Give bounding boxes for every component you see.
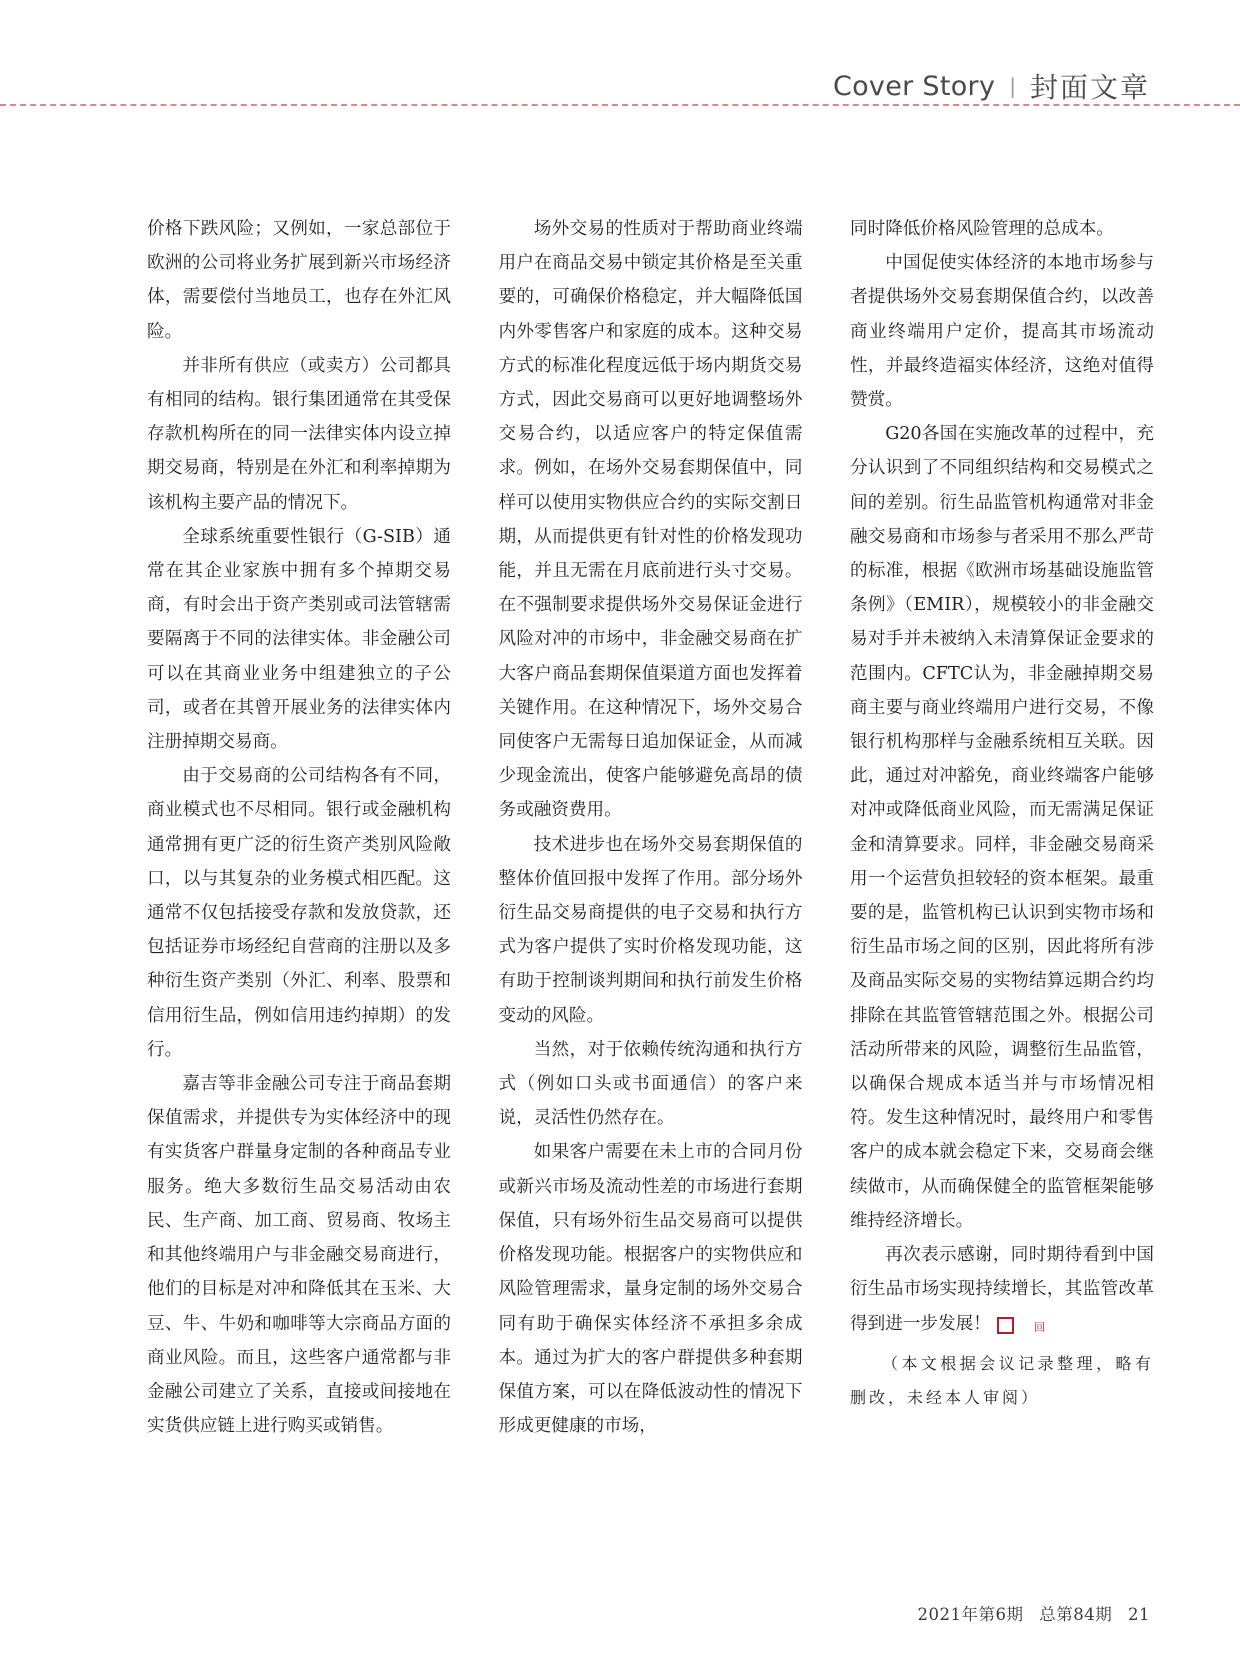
paragraph: 场外交易的性质对于帮助商业终端用户在商品交易中锁定其价格是至关重要的，可确保价格稳定，并大幅降低国内外零售客户和家庭的成本。这种交易方式的标准化程度远低于场内期货交易方式，因此交易商可以更好地调整场外交易合约，以适应客户的特定保值需求。例如，在场外交易套期保值中，同样可以使用实物供应合约的实际交割日期，从而提供更有针对性的价格发现功能，并且无需在月底前进行头寸交易。在不强制要求提供场外交易保证金进行风险对冲的市场中，非金融交易商在扩大客户商品套期保值渠道方面也发挥着关键作用。在这种情况下，场外交易合同使客户无需每日追加保证金，从而减少现金流出，使客户能够避免高昂的债务或融资费用。 — [498, 219, 803, 821]
section-title-en: Cover Story — [832, 70, 996, 102]
paragraph: 技术进步也在场外交易套期保值的整体价值回报中发挥了作用。部分场外衍生品交易商提供的电子交易和执行方式为客户提供了实时价格发现功能，这有助于控制谈判期间和执行前发生价格变动的风险。 — [498, 834, 803, 1026]
paragraph: 中国促使实体经济的本地市场参与者提供场外交易套期保值合约，以改善商业终端用户定价，提高其市场流动性，并最终造福实体经济，这绝对值得赞赏。 — [850, 253, 1154, 411]
issue-number: 2021年第6期 — [917, 1605, 1024, 1624]
paragraph: 价格下跌风险；又例如，一家总部位于欧洲的公司将业务扩展到新兴市场经济体，需要偿付当地员工，也存在外汇风险。 — [147, 219, 451, 342]
column-2 — [499, 212, 803, 1532]
header-separator: | — [1009, 74, 1016, 98]
paragraph: 嘉吉等非金融公司专注于商品套期保值需求，并提供专为实体经济中的现有实货客户群量身定制的各种商品专业服务。绝大多数衍生品交易活动由农民、生产商、加工商、贸易商、牧场主和其他终端用户与非金融交易商进行，他们的目标是对冲和降低其在玉米、大豆、牛、牛奶和咖啡等大宗商品方面的商业风险。而且，这些客户通常都与非金融公司建立了关系，直接或间接地在实货供应链上进行购买或销售。 — [147, 1074, 451, 1437]
paragraph: 如果客户需要在未上市的合同月份或新兴市场及流动性差的市场进行套期保值，只有场外衍生品交易商可以提供价格发现功能。根据客户的实物供应和风险管理需求，量身定制的场外交易合同有助于确保实体经济不承担多余成本。通过为扩大的客户群提供多种套期保值方案，可以在降低波动性的情况下形成更健康的市场， — [498, 1142, 803, 1437]
paragraph: 并非所有供应（或卖方）公司都具有相同的结构。银行集团通常在其受保存款机构所在的同一法律实体内设立掉期交易商，特别是在外汇和利率掉期为该机构主要产品的情况下。 — [147, 355, 451, 513]
paragraph: 全球系统重要性银行（G-SIB）通常在其企业家族中拥有多个掉期交易商，有时会出于资产类别或司法管辖需要隔离于不同的法律实体。非金融公司可以在其商业业务中组建独立的子公司，或者在其曾开展业务的法律实体内注册掉期交易商。 — [147, 526, 451, 753]
article-body — [147, 212, 1154, 1532]
running-header — [833, 66, 1150, 106]
end-of-article-icon: 回 — [997, 1317, 1014, 1334]
editor-note: （本文根据会议记录整理，略有删改，未经本人审阅） — [850, 1353, 1154, 1407]
column-3 — [850, 212, 1154, 1532]
total-issue-number: 总第84期 — [1039, 1605, 1113, 1624]
paragraph: G20各国在实施改革的过程中，充分认识到了不同组织结构和交易模式之间的差别。衍生品监管机构通常对非金融交易商和市场参与者采用不那么严苛的标准，根据《欧洲市场基础设施监管条例》（EMIR），规模较小的非金融交易对手并未被纳入未清算保证金要求的范围内。CFTC认为，非金融掉期交易商主要与商业终端用户进行交易，不像银行机构那样与金融系统相互关联。因此，通过对冲豁免，商业终端客户能够对冲或降低商业风险，而无需满足保证金和清算要求。同样，非金融交易商采用一个运营负担较轻的资本框架。最重要的是，监管机构已认识到实物市场和衍生品市场之间的区别，因此将所有涉及商品实际交易的实物结算远期合约均排除在其监管管辖范围之外。根据公司活动所带来的风险，调整衍生品监管，以确保合规成本适当并与市场情况相符。发生这种情况时，最终用户和零售客户的成本就会稳定下来，交易商会继续做市，从而确保健全的监管框架能够维持经济增长。 — [850, 424, 1154, 1231]
paragraph: 当然，对于依赖传统沟通和执行方式（例如口头或书面通信）的客户来说，灵活性仍然存在。 — [498, 1039, 803, 1129]
paragraph: 由于交易商的公司结构各有不同，商业模式也不尽相同。银行或金融机构通常拥有更广泛的衍生资产类别风险敞口，以与其复杂的业务模式相匹配。这通常不仅包括接受存款和发放贷款，还包括证券市场经纪自营商的注册以及多种衍生资产类别（外汇、利率、股票和信用衍生品，例如信用违约掉期）的发行。 — [147, 766, 451, 1060]
page-footer — [908, 1601, 1151, 1625]
header-dashed-rule — [0, 104, 1240, 106]
column-1 — [147, 212, 451, 1532]
page-number: 21 — [1128, 1605, 1150, 1624]
closing-text: 再次表示感谢，同时期待看到中国衍生品市场实现持续增长，其监管改革得到进一步发展！ — [850, 1245, 1154, 1334]
paragraph: 同时降低价格风险管理的总成本。 — [850, 219, 1114, 239]
section-title-zh: 封面文章 — [1029, 71, 1150, 104]
closing-paragraph — [850, 1238, 1154, 1341]
